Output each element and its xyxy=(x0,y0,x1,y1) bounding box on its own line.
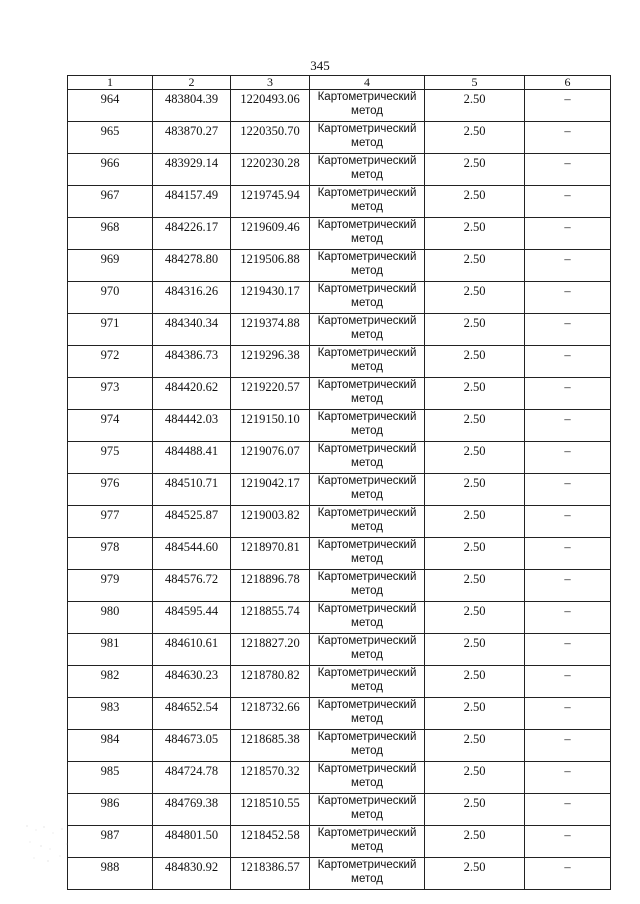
point-number-cell: 964 xyxy=(68,90,153,122)
method-line-1: Картометрический xyxy=(317,635,417,647)
point-number-cell: 966 xyxy=(68,154,153,186)
accuracy-cell: 2.50 xyxy=(425,570,525,602)
note-cell: – xyxy=(525,602,611,634)
method-line-1: Картометрический xyxy=(317,667,417,679)
y-coordinate-cell: 1219430.17 xyxy=(231,282,310,314)
point-number-cell: 978 xyxy=(68,538,153,570)
table-row xyxy=(68,346,611,378)
x-coordinate-cell: 484652.54 xyxy=(153,698,231,730)
table-row xyxy=(68,858,611,890)
x-coordinate-cell: 484610.61 xyxy=(153,634,231,666)
point-number-cell: 974 xyxy=(68,410,153,442)
method-cell xyxy=(310,826,425,858)
y-coordinate-cell: 1219220.57 xyxy=(231,378,310,410)
method-cell xyxy=(310,506,425,538)
accuracy-cell: 2.50 xyxy=(425,666,525,698)
point-number-cell: 981 xyxy=(68,634,153,666)
x-coordinate-cell: 484278.80 xyxy=(153,250,231,282)
note-cell: – xyxy=(525,634,611,666)
header-col-5: 5 xyxy=(425,76,525,90)
note-cell: – xyxy=(525,122,611,154)
note-cell: – xyxy=(525,538,611,570)
x-coordinate-cell: 484525.87 xyxy=(153,506,231,538)
method-cell xyxy=(310,122,425,154)
accuracy-cell: 2.50 xyxy=(425,698,525,730)
accuracy-cell: 2.50 xyxy=(425,538,525,570)
table-row xyxy=(68,698,611,730)
method-line-1: Картометрический xyxy=(317,251,417,263)
method-line-1: Картометрический xyxy=(317,859,417,871)
point-number-cell: 969 xyxy=(68,250,153,282)
accuracy-cell: 2.50 xyxy=(425,410,525,442)
x-coordinate-cell: 484630.23 xyxy=(153,666,231,698)
point-number-cell: 986 xyxy=(68,794,153,826)
x-coordinate-cell: 484340.34 xyxy=(153,314,231,346)
note-cell: – xyxy=(525,250,611,282)
y-coordinate-cell: 1219745.94 xyxy=(231,186,310,218)
y-coordinate-cell: 1219296.38 xyxy=(231,346,310,378)
y-coordinate-cell: 1218510.55 xyxy=(231,794,310,826)
method-line-1: Картометрический xyxy=(317,603,417,615)
table-row xyxy=(68,602,611,634)
method-line-2: метод xyxy=(351,136,383,149)
method-line-2: метод xyxy=(351,744,383,757)
accuracy-cell: 2.50 xyxy=(425,282,525,314)
y-coordinate-cell: 1220493.06 xyxy=(231,90,310,122)
note-cell: – xyxy=(525,218,611,250)
y-coordinate-cell: 1218780.82 xyxy=(231,666,310,698)
note-cell: – xyxy=(525,186,611,218)
note-cell: – xyxy=(525,346,611,378)
point-number-cell: 968 xyxy=(68,218,153,250)
point-number-cell: 976 xyxy=(68,474,153,506)
method-line-2: метод xyxy=(351,872,383,885)
note-cell: – xyxy=(525,506,611,538)
method-line-1: Картометрический xyxy=(317,91,417,103)
note-cell: – xyxy=(525,858,611,890)
table-row xyxy=(68,538,611,570)
x-coordinate-cell: 484316.26 xyxy=(153,282,231,314)
accuracy-cell: 2.50 xyxy=(425,474,525,506)
x-coordinate-cell: 484673.05 xyxy=(153,730,231,762)
method-line-2: метод xyxy=(351,200,383,213)
accuracy-cell: 2.50 xyxy=(425,90,525,122)
header-col-1: 1 xyxy=(68,76,153,90)
method-line-2: метод xyxy=(351,168,383,181)
method-cell xyxy=(310,538,425,570)
method-line-2: метод xyxy=(351,840,383,853)
method-line-2: метод xyxy=(351,712,383,725)
point-number-cell: 984 xyxy=(68,730,153,762)
x-coordinate-cell: 484386.73 xyxy=(153,346,231,378)
point-number-cell: 977 xyxy=(68,506,153,538)
x-coordinate-cell: 484488.41 xyxy=(153,442,231,474)
x-coordinate-cell: 483804.39 xyxy=(153,90,231,122)
method-line-2: метод xyxy=(351,232,383,245)
method-line-1: Картометрический xyxy=(317,571,417,583)
method-line-1: Картометрический xyxy=(317,539,417,551)
point-number-cell: 979 xyxy=(68,570,153,602)
method-line-2: метод xyxy=(351,328,383,341)
accuracy-cell: 2.50 xyxy=(425,378,525,410)
y-coordinate-cell: 1219150.10 xyxy=(231,410,310,442)
method-line-1: Картометрический xyxy=(317,795,417,807)
point-number-cell: 988 xyxy=(68,858,153,890)
y-coordinate-cell: 1219042.17 xyxy=(231,474,310,506)
note-cell: – xyxy=(525,698,611,730)
x-coordinate-cell: 483929.14 xyxy=(153,154,231,186)
table-row xyxy=(68,154,611,186)
note-cell: – xyxy=(525,794,611,826)
y-coordinate-cell: 1218452.58 xyxy=(231,826,310,858)
method-cell xyxy=(310,90,425,122)
accuracy-cell: 2.50 xyxy=(425,250,525,282)
accuracy-cell: 2.50 xyxy=(425,218,525,250)
point-number-cell: 982 xyxy=(68,666,153,698)
table-row xyxy=(68,442,611,474)
y-coordinate-cell: 1219374.88 xyxy=(231,314,310,346)
accuracy-cell: 2.50 xyxy=(425,730,525,762)
x-coordinate-cell: 484595.44 xyxy=(153,602,231,634)
method-line-1: Картометрический xyxy=(317,475,417,487)
note-cell: – xyxy=(525,410,611,442)
y-coordinate-cell: 1219076.07 xyxy=(231,442,310,474)
x-coordinate-cell: 483870.27 xyxy=(153,122,231,154)
table-row xyxy=(68,506,611,538)
method-line-2: метод xyxy=(351,680,383,693)
y-coordinate-cell: 1218386.57 xyxy=(231,858,310,890)
table-row xyxy=(68,794,611,826)
accuracy-cell: 2.50 xyxy=(425,314,525,346)
table-row xyxy=(68,474,611,506)
method-line-2: метод xyxy=(351,360,383,373)
note-cell: – xyxy=(525,90,611,122)
y-coordinate-cell: 1219506.88 xyxy=(231,250,310,282)
accuracy-cell: 2.50 xyxy=(425,506,525,538)
y-coordinate-cell: 1218896.78 xyxy=(231,570,310,602)
method-cell xyxy=(310,154,425,186)
table-row xyxy=(68,122,611,154)
method-line-1: Картометрический xyxy=(317,187,417,199)
table-row xyxy=(68,314,611,346)
point-number-cell: 971 xyxy=(68,314,153,346)
method-cell xyxy=(310,762,425,794)
accuracy-cell: 2.50 xyxy=(425,154,525,186)
method-line-2: метод xyxy=(351,776,383,789)
point-number-cell: 980 xyxy=(68,602,153,634)
y-coordinate-cell: 1218732.66 xyxy=(231,698,310,730)
y-coordinate-cell: 1220230.28 xyxy=(231,154,310,186)
method-cell xyxy=(310,570,425,602)
point-number-cell: 973 xyxy=(68,378,153,410)
method-line-1: Картометрический xyxy=(317,315,417,327)
method-cell xyxy=(310,730,425,762)
y-coordinate-cell: 1218827.20 xyxy=(231,634,310,666)
method-line-2: метод xyxy=(351,808,383,821)
method-line-2: метод xyxy=(351,296,383,309)
method-line-2: метод xyxy=(351,616,383,629)
note-cell: – xyxy=(525,442,611,474)
method-cell xyxy=(310,410,425,442)
method-line-2: метод xyxy=(351,584,383,597)
x-coordinate-cell: 484801.50 xyxy=(153,826,231,858)
method-line-1: Картометрический xyxy=(317,763,417,775)
note-cell: – xyxy=(525,730,611,762)
point-number-cell: 972 xyxy=(68,346,153,378)
table-row xyxy=(68,218,611,250)
point-number-cell: 970 xyxy=(68,282,153,314)
accuracy-cell: 2.50 xyxy=(425,186,525,218)
method-line-2: метод xyxy=(351,520,383,533)
method-cell xyxy=(310,474,425,506)
table-row xyxy=(68,826,611,858)
table-row xyxy=(68,666,611,698)
accuracy-cell: 2.50 xyxy=(425,634,525,666)
note-cell: – xyxy=(525,666,611,698)
method-cell xyxy=(310,442,425,474)
method-line-1: Картометрический xyxy=(317,507,417,519)
method-line-2: метод xyxy=(351,552,383,565)
method-cell xyxy=(310,794,425,826)
point-number-cell: 967 xyxy=(68,186,153,218)
point-number-cell: 985 xyxy=(68,762,153,794)
x-coordinate-cell: 484724.78 xyxy=(153,762,231,794)
header-col-4: 4 xyxy=(310,76,425,90)
method-line-2: метод xyxy=(351,104,383,117)
method-line-2: метод xyxy=(351,648,383,661)
table-row xyxy=(68,634,611,666)
note-cell: – xyxy=(525,282,611,314)
method-line-1: Картометрический xyxy=(317,379,417,391)
method-line-1: Картометрический xyxy=(317,411,417,423)
x-coordinate-cell: 484442.03 xyxy=(153,410,231,442)
coordinates-table xyxy=(67,75,611,890)
header-col-6: 6 xyxy=(525,76,611,90)
method-line-1: Картометрический xyxy=(317,347,417,359)
method-line-2: метод xyxy=(351,456,383,469)
method-line-2: метод xyxy=(351,392,383,405)
table-row xyxy=(68,570,611,602)
method-cell xyxy=(310,218,425,250)
header-col-2: 2 xyxy=(153,76,231,90)
note-cell: – xyxy=(525,378,611,410)
method-line-1: Картометрический xyxy=(317,155,417,167)
method-line-1: Картометрический xyxy=(317,731,417,743)
table-row xyxy=(68,186,611,218)
note-cell: – xyxy=(525,314,611,346)
method-cell xyxy=(310,698,425,730)
table-row xyxy=(68,250,611,282)
accuracy-cell: 2.50 xyxy=(425,762,525,794)
scan-artifact xyxy=(22,818,92,868)
x-coordinate-cell: 484544.60 xyxy=(153,538,231,570)
y-coordinate-cell: 1220350.70 xyxy=(231,122,310,154)
table-row xyxy=(68,762,611,794)
accuracy-cell: 2.50 xyxy=(425,442,525,474)
method-line-2: метод xyxy=(351,488,383,501)
method-cell xyxy=(310,602,425,634)
method-cell xyxy=(310,378,425,410)
table-row xyxy=(68,282,611,314)
method-cell xyxy=(310,634,425,666)
y-coordinate-cell: 1218570.32 xyxy=(231,762,310,794)
table-body xyxy=(68,90,611,890)
method-cell xyxy=(310,282,425,314)
accuracy-cell: 2.50 xyxy=(425,346,525,378)
accuracy-cell: 2.50 xyxy=(425,858,525,890)
header-col-3: 3 xyxy=(231,76,310,90)
note-cell: – xyxy=(525,762,611,794)
method-cell xyxy=(310,186,425,218)
method-line-1: Картометрический xyxy=(317,827,417,839)
method-line-2: метод xyxy=(351,424,383,437)
x-coordinate-cell: 484420.62 xyxy=(153,378,231,410)
table-row xyxy=(68,90,611,122)
method-cell xyxy=(310,858,425,890)
accuracy-cell: 2.50 xyxy=(425,602,525,634)
accuracy-cell: 2.50 xyxy=(425,122,525,154)
table-row xyxy=(68,730,611,762)
accuracy-cell: 2.50 xyxy=(425,826,525,858)
note-cell: – xyxy=(525,474,611,506)
x-coordinate-cell: 484510.71 xyxy=(153,474,231,506)
method-cell xyxy=(310,314,425,346)
note-cell: – xyxy=(525,826,611,858)
table-row xyxy=(68,378,611,410)
x-coordinate-cell: 484576.72 xyxy=(153,570,231,602)
y-coordinate-cell: 1218685.38 xyxy=(231,730,310,762)
x-coordinate-cell: 484226.17 xyxy=(153,218,231,250)
method-line-1: Картометрический xyxy=(317,443,417,455)
x-coordinate-cell: 484830.92 xyxy=(153,858,231,890)
note-cell: – xyxy=(525,570,611,602)
method-cell xyxy=(310,250,425,282)
page-number: 345 xyxy=(310,58,330,73)
x-coordinate-cell: 484157.49 xyxy=(153,186,231,218)
y-coordinate-cell: 1218970.81 xyxy=(231,538,310,570)
method-cell xyxy=(310,346,425,378)
method-line-1: Картометрический xyxy=(317,699,417,711)
point-number-cell: 975 xyxy=(68,442,153,474)
point-number-cell: 983 xyxy=(68,698,153,730)
method-line-1: Картометрический xyxy=(317,283,417,295)
method-line-1: Картометрический xyxy=(317,219,417,231)
table-row xyxy=(68,410,611,442)
point-number-cell: 965 xyxy=(68,122,153,154)
y-coordinate-cell: 1219609.46 xyxy=(231,218,310,250)
method-line-1: Картометрический xyxy=(317,123,417,135)
method-cell xyxy=(310,666,425,698)
table-header-row xyxy=(68,76,611,90)
note-cell: – xyxy=(525,154,611,186)
method-line-2: метод xyxy=(351,264,383,277)
x-coordinate-cell: 484769.38 xyxy=(153,794,231,826)
y-coordinate-cell: 1218855.74 xyxy=(231,602,310,634)
accuracy-cell: 2.50 xyxy=(425,794,525,826)
point-number-cell: 987 xyxy=(68,826,153,858)
y-coordinate-cell: 1219003.82 xyxy=(231,506,310,538)
